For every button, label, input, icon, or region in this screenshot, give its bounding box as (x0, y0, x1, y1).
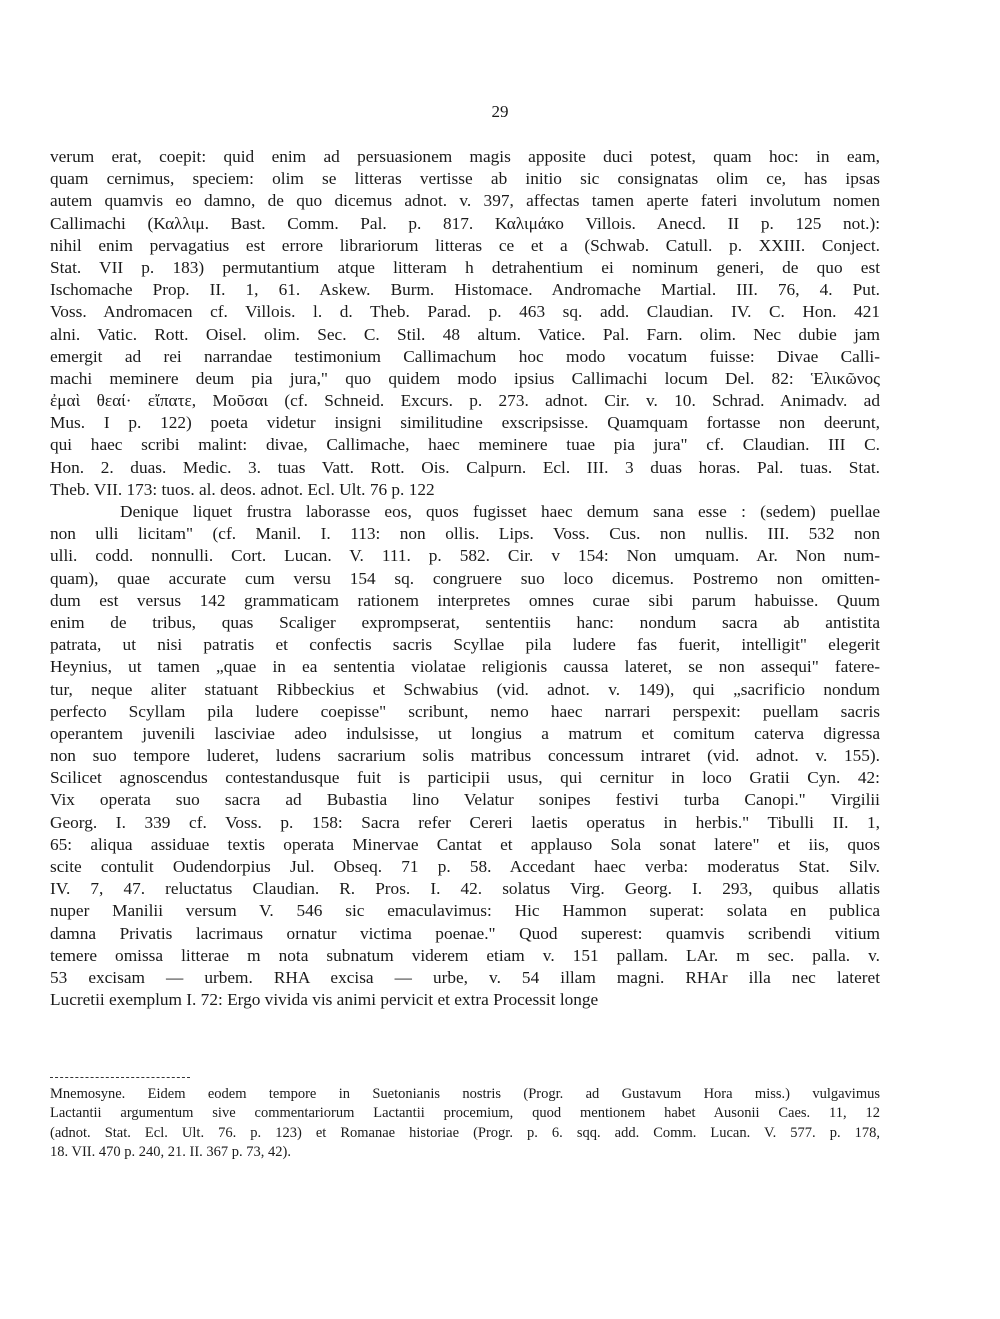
text-line: non ulli licitam" (cf. Manil. I. 113: non ollis. Lips. Voss. Cus. non nullis. III. 532 non (50, 524, 880, 544)
text-line: nihil enim pervagatius est errore librariorum litteras ce et a (Schwab. Catull. p. XXIII. Conject. (50, 235, 880, 255)
text-line: ἐμαὶ θεαί· εἴπατε, Μοῦσαι (cf. Schneid. Excurs. p. 273. adnot. Cir. v. 10. Schrad. Animadv. ad (50, 391, 880, 411)
text-line: damna Privatis lacrimaus ornatur victima poenae." Quod superest: quamvis scribendi vitium (50, 923, 880, 943)
text-line: Callimachi (Καλλιμ. Bast. Comm. Pal. p. 817. Καλιμάκο Villois. Anecd. II p. 125 not.): (50, 213, 880, 233)
text-line: Lucretii exemplum I. 72: Ergo vivida vis animi pervicit et extra Processit longe (50, 990, 599, 1010)
text-line: qui haec scribi malint: divae, Callimache, haec meminere tuae pia jura" cf. Claudian. III C. (50, 435, 880, 455)
text-line: quam cernimus, speciem: olim se litteras vertisse ab initio sic consignatas olim ce, has ipsas (50, 169, 880, 189)
text-line: dum est versus 142 grammaticam rationem interpretes omnes curae sibi parum habuisse. Quum (50, 590, 880, 610)
text-line: Stat. VII p. 183) permutantium atque litteram h detrahentium ei nominum generi, de quo est (50, 257, 880, 277)
text-line: emergit ad rei narrandae testimonium Callimachum hoc modo vocatum fuisse: Divae Calli- (50, 346, 880, 366)
text-line: Ischomache Prop. II. 1, 61. Askew. Burm. Histomace. Andromache Martial. III. 76, 4. Put. (50, 280, 880, 300)
text-line: quam), quae accurate cum versu 154 sq. congruere suo loco dicemus. Postremo non omitten- (50, 568, 880, 588)
text-line: IV. 7, 47. reluctatus Claudian. R. Pros. I. 42. solatus Virg. Georg. I. 293, quibus allatis (50, 879, 880, 899)
text-line: Scilicet agnoscendus contestandusque fuit is participii usus, qui cernitur in loco Gratii Cyn. 42: (50, 768, 880, 788)
text-line: Denique liquet frustra laborasse eos, quos fugisset haec demum sana esse : (sedem) puellae (120, 502, 880, 521)
footnote-line: (adnot. Stat. Ecl. Ult. 76. p. 123) et Romanae historiae (Progr. p. 6. sqq. add. Comm. Lucan. V. 577. p. 178, (50, 1124, 880, 1141)
text-line: Georg. I. 339 cf. Voss. p. 158: Sacra refer Cereri laetis operatus in herbis." Tibulli II. 1, (50, 812, 880, 832)
text-line: Hon. 2. duas. Medic. 3. tuas Vatt. Rott. Ois. Calpurn. Ecl. III. 3 duas horas. Pal. tuas. Stat. (50, 457, 880, 477)
footnote-line: Lactantii argumentum sive commentariorum Lactantii procemium, quod mentionem habet Ausonii Caes. 11, 12 (50, 1105, 880, 1122)
footnote-line: Mnemosyne. Eidem eodem tempore in Suetonianis nostris (Progr. ad Gustavum Hora miss.) vulgavimus (50, 1086, 880, 1102)
footnote-rule (50, 1077, 190, 1078)
text-line: enim de tribus, quas Scaliger exprompserat, sententiis hanc: nondum sacra ab antistita (50, 612, 880, 632)
text-line: verum erat, coepit: quid enim ad persuasionem magis apposite duci potest, quam hoc: in eam, (50, 147, 880, 166)
text-line: Mus. I p. 122) poeta videtur insigni similitudine exscripsisse. Quamquam fortasse non deerunt, (50, 413, 880, 433)
text-line: 53 excisam — urbem. RHA excisa — urbe, v. 54 illam magni. RHAr illa nec lateret (50, 967, 880, 987)
footnote-line: 18. VII. 470 p. 240, 21. II. 367 p. 73, 42). (50, 1144, 291, 1161)
text-line: machi meminere deum pia jura," quo quidem modo ipsius Callimachi locum Del. 82: Ἑλικῶνος (50, 368, 880, 388)
text-line: Vix operata suo sacra ad Bubastia lino Velatur sonipes festivi turba Canopi." Virgilii (50, 790, 880, 810)
text-line: autem quamvis eo damno, de quo dicemus adnot. v. 397, affectas tamen aperte fateri involutum nomen (50, 191, 880, 211)
footnotes (50, 1085, 880, 1163)
text-line: nuper Manilii versum V. 546 sic emaculavimus: Hic Hammon superat: solata en publica (50, 901, 880, 921)
text-line: scite contulit Oudendorpius Jul. Obseq. 71 p. 58. Accedant haec verba: moderatus Stat. Silv. (50, 857, 880, 876)
text-line: temere omissa litterae m nota subnatum viderem etiam v. 151 pallam. LAr. m sec. palla. v. (50, 945, 880, 965)
text-line: alni. Vatic. Rott. Oisel. olim. Sec. C. Stil. 48 altum. Vatice. Pal. Farn. olim. Nec dubie jam (50, 324, 880, 344)
body-text (50, 146, 880, 1011)
text-line: patrata, ut nisi patratis et confectis sacris Scyllae pila ludere fas fuerit, intelligit" elegerit (50, 635, 880, 655)
text-line: operantem juvenili lasciviae adeo indulsisse, ut longius a matrum et comitum caterva digressa (50, 723, 880, 743)
page-number: 29 (491, 102, 509, 121)
text-line: Heynius, ut tamen „quae in ea sententia violatae religionis caussa lateret, se non assequi" fatere- (50, 657, 880, 677)
text-line: ulli. codd. nonnulli. Cort. Lucan. V. 111. p. 582. Cir. v 154: Non umquam. Ar. Non num- (50, 546, 880, 566)
text-line: Theb. VII. 173: tuos. al. deos. adnot. Ecl. Ult. 76 p. 122 (50, 479, 435, 499)
text-line: 65: aliqua assiduae textis operata Minervae Cantat et applauso Sola sonat latere" et iis, quos (50, 834, 880, 854)
text-line: tur, neque aliter statuant Ribbeckius et Schwabius (vid. adnot. v. 149), qui „sacrificio nondum (50, 679, 880, 699)
text-line: perfecto Scyllam pila ludere coepisse" scribunt, nemo haec narrari perspexit: puellam sacris (50, 701, 880, 721)
text-line: non suo tempore luderet, ludens sacrarium solis matribus concessum intraret (vid. adnot. v. 155). (50, 746, 880, 766)
text-line: Voss. Andromacen cf. Villois. l. d. Theb. Parad. p. 463 sq. add. Claudian. IV. C. Hon. 421 (50, 302, 880, 322)
